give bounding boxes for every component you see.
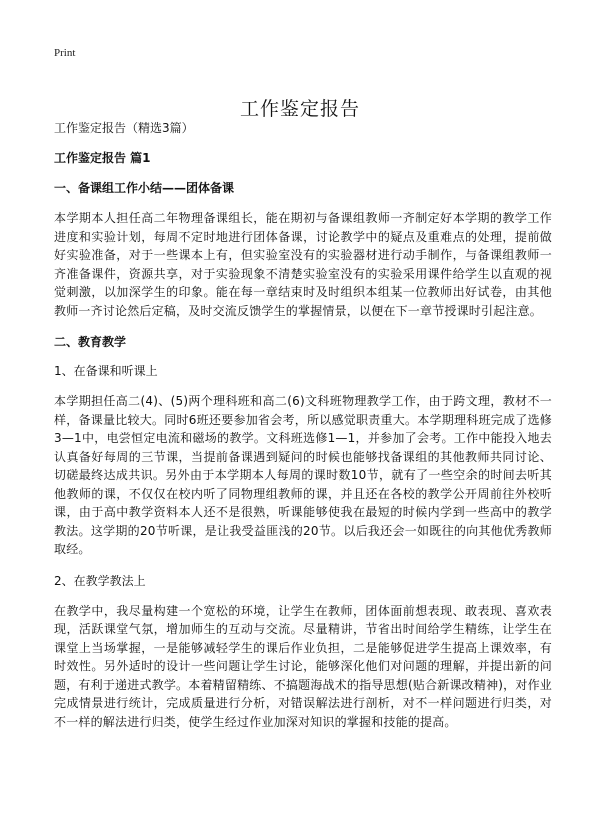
document-title: 工作鉴定报告	[239, 97, 360, 120]
subsection-paragraph: 本学期担任高二(4)、(5)两个理科班和高二(6)文科班物理教学工作，由于跨文理，教材不一样，备课量比较大。同时6班还要参加省会考，所以感觉职责重大。本学期理科班完成了选修3—1中，电尝恒定电流和磁场的教学。文科班选修1—1，并参加了会考。工作中能投入地去认真备好每周的三节课，当提前备课遇到疑问的时候也能够找备课组的其他教师共同讨论、切磋最终达成共识。另外由于本学期本人每周的课时数10节，就有了一些空余的时间去听其他教师的课，不仅仅在校内听了同物理组教师的课，并且还在各校的教学公开周前往外校听课，由于高中教学资料本人还不是很熟，听课能够使我在最短的时候内学到一些高中的教学教法。这学期的20节听课，是让我受益匪浅的20节。以后我还会一如既往的向其他优秀教师取经。	[54, 394, 552, 556]
section-heading: 二、教育教学	[54, 335, 127, 349]
subsection-heading: 2、在教学教法上	[54, 573, 146, 588]
part-title: 工作鉴定报告 篇1	[54, 151, 151, 165]
subsection-paragraph: 在教学中，我尽量构建一个宽松的环境，让学生在教师，团体面前想表现、敢表现、喜欢表现，活跃课堂气氛，增加师生的互动与交流。尽量精讲，节省出时间给学生精练，让学生在课堂上当场掌握，一是能够减轻学生的课后作业负担，二是能够促进学生提高上课效率，有时效性。另外适时的设计一些问题让学生讨论，能够深化他们对问题的理解，并提出新的问题，有利于递进式教学。本着精留精练、不搞题海战术的指导思想(贴合新课改精神)，对作业完成情景进行统计，完成质量进行分析，对错误解法进行剖析，对不一样问题进行归类，对不一样的解法进行归类，使学生经过作业加深对知识的掌握和技能的提高。	[54, 603, 552, 729]
document-subtitle: 工作鉴定报告（精选3篇）	[54, 121, 194, 135]
section-paragraph: 本学期本人担任高二年物理备课组长，能在期初与备课组教师一齐制定好本学期的教学工作进度和实验计划，每周不定时地进行团体备课，讨论教学中的疑点及重难点的处理，提前做好实验准备，对于一些课本上有，但实验室没有的实验器材进行动手制作，与备课组教师一齐准备课件，资源共享，对于实验现象不清楚实验室没有的实验采用课件给学生以直观的视觉刺激，以加深学生的印象。能在每一章结束时及时组织本组某一位教师出好试卷，由其他教师一齐讨论然后定稿，及时交流反馈学生的掌握情景，以便在下一章节授课时引起注意。	[54, 211, 552, 318]
print-label: Print	[54, 47, 76, 59]
subsection-heading: 1、在备课和听课上	[54, 364, 158, 378]
section-heading: 一、备课组工作小结——团体备课	[54, 181, 235, 195]
document-body	[54, 120, 552, 745]
